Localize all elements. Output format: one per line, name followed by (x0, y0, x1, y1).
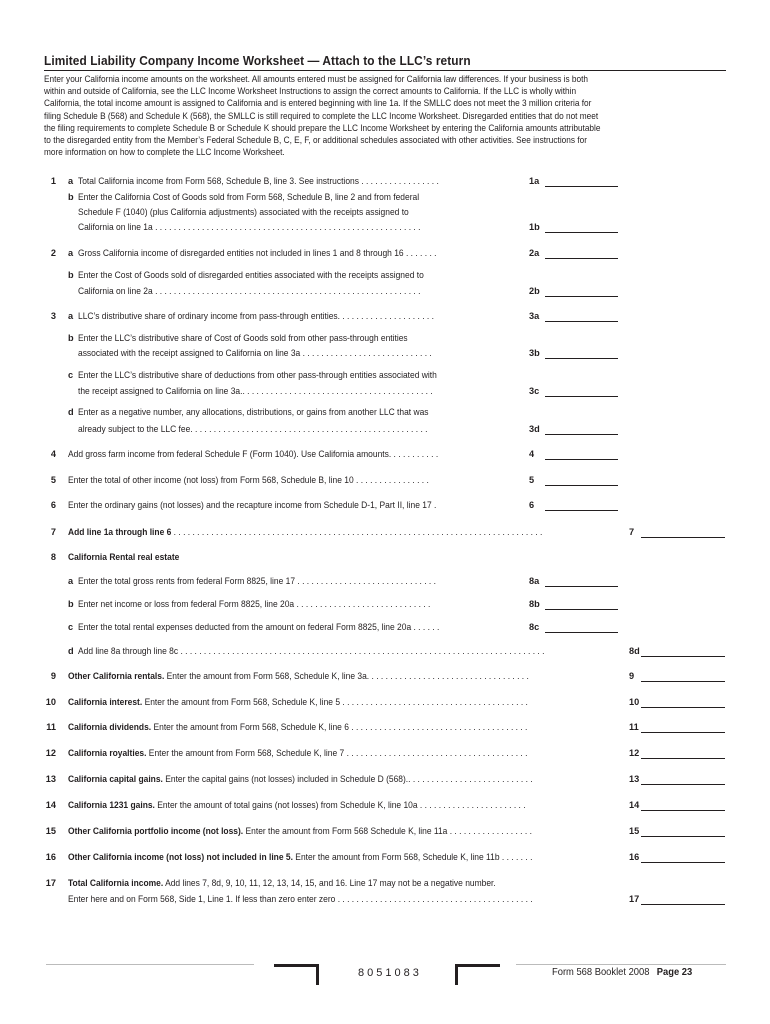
amount-label: 8a (529, 576, 540, 586)
line-number: 15 (45, 826, 56, 836)
line-text: California royalties. Enter the amount from Form 568, Schedule K, line 7 . . . . . . . . . . . . . . . . . . . . . . . . . . . . . . . . . . . . . . . (68, 748, 528, 758)
line-text: already subject to the LLC fee. . . . . . . . . . . . . . . . . . . . . . . . . . . . . . . . . . . . . . . . . . . . . . . . . . . (78, 424, 428, 434)
line-text: Gross California income of disregarded entities not included in lines 1 and 8 through 16 . . . . . . . (78, 248, 437, 258)
line-text: California on line 1a . . . . . . . . . . . . . . . . . . . . . . . . . . . . . . . . . . . . . . . . . . . . . . . . . . . . . . . . . (78, 222, 421, 232)
line-text: Enter the California Cost of Goods sold from Form 568, Schedule B, line 2 and from federal (78, 192, 420, 202)
amount-field-15[interactable] (641, 836, 725, 837)
amount-label: 14 (629, 800, 640, 810)
amount-field-16[interactable] (641, 862, 725, 863)
line-letter: b (68, 270, 74, 280)
amount-label: 1b (529, 222, 540, 232)
line-letter: d (68, 646, 74, 656)
amount-label: 8d (629, 646, 640, 656)
amount-field-13[interactable] (641, 784, 725, 785)
worksheet-title: Limited Liability Company Income Worksheet — Attach to the LLC’s return (44, 53, 471, 68)
form-name: Form 568 Booklet 2008 (552, 967, 650, 978)
amount-field-3d[interactable] (545, 434, 618, 435)
line-letter: b (68, 333, 74, 343)
amount-field-4[interactable] (545, 459, 618, 460)
line-number: 10 (45, 697, 56, 707)
amount-label: 3c (529, 386, 540, 396)
amount-field-8c[interactable] (545, 632, 618, 633)
amount-field-2a[interactable] (545, 258, 618, 259)
line-letter: a (68, 311, 74, 321)
line-number: 14 (45, 800, 56, 810)
amount-label: 12 (629, 748, 640, 758)
line-text: Other California rentals. Enter the amount from Form 568, Schedule K, line 3a. . . . . . . . . . . . . . . . . . . . . . . . . . . . . . . . . . . (68, 671, 529, 681)
amount-field-1b[interactable] (545, 232, 618, 233)
amount-label: 8b (529, 599, 540, 609)
line-letter: b (68, 599, 74, 609)
amount-field-2b[interactable] (545, 296, 618, 297)
line-heading: California Rental real estate (68, 552, 180, 562)
line-text: Add gross farm income from federal Schedule F (Form 1040). Use California amounts. . . . . . . . . . . (68, 449, 439, 459)
line-text: Enter the total gross rents from federal Form 8825, line 17 . . . . . . . . . . . . . . . . . . . . . . . . . . . . . . (78, 576, 436, 586)
page-number: Page 23 (656, 967, 693, 978)
amount-field-8a[interactable] (545, 586, 618, 587)
intro-line: California, the total income amount is assigned to California and is entered beginning with line 1a. If the SMLLC does not meet the 3 million criteria for (44, 98, 592, 109)
line-text: Other California income (not loss) not included in line 5. Enter the amount from Form 568, Schedule K, line 11b . . . . . . . (68, 852, 533, 862)
line-letter: c (68, 370, 74, 380)
footer-text (552, 967, 692, 978)
line-number: 8 (50, 552, 56, 562)
amount-field-8d[interactable] (641, 656, 725, 657)
line-letter: c (68, 622, 74, 632)
amount-field-11[interactable] (641, 732, 725, 733)
amount-label: 5 (529, 475, 535, 485)
line-number: 4 (50, 449, 56, 459)
amount-label: 1a (529, 176, 540, 186)
line-number: 1 (50, 176, 56, 186)
intro-line: the filing requirements to complete Schedule B or Schedule K should prepare the LLC Income Worksheet by entering the California amounts attributable (44, 122, 601, 133)
amount-field-6[interactable] (545, 510, 618, 511)
line-letter: a (68, 248, 74, 258)
line-text: California capital gains. Enter the capital gains (not losses) included in Schedule D (568).. . . . . . . . . . . . . . . . . . . . . . . . . . . (68, 774, 533, 784)
line-number: 12 (45, 748, 56, 758)
amount-field-14[interactable] (641, 810, 725, 811)
line-number: 6 (50, 500, 56, 510)
amount-label: 6 (529, 500, 535, 510)
amount-label: 2b (529, 286, 540, 296)
line-text: Enter the ordinary gains (not losses) and the recapture income from Schedule D-1, Part II, line 17 . (68, 500, 437, 510)
amount-label: 3b (529, 348, 540, 358)
amount-label: 4 (529, 449, 535, 459)
title-rule (44, 70, 726, 71)
amount-field-7[interactable] (641, 537, 725, 538)
line-text: Add line 1a through line 6 . . . . . . . . . . . . . . . . . . . . . . . . . . . . . . . . . . . . . . . . . . . . . . . . . . . . . . . . . . . . . . . . . . . . . . . . . . . . . . . (68, 527, 543, 537)
amount-field-3a[interactable] (545, 321, 618, 322)
footer-rule (516, 964, 726, 965)
line-text: Enter the total rental expenses deducted from the amount on federal Form 8825, line 20a . . . . . . (78, 622, 440, 632)
amount-label: 17 (629, 894, 640, 904)
amount-label: 8c (529, 622, 540, 632)
line-text: Total California income. Add lines 7, 8d, 9, 10, 11, 12, 13, 14, 15, and 16. Line 17 may not be a negative number. (68, 878, 496, 888)
line-text: California dividends. Enter the amount from Form 568, Schedule K, line 6 . . . . . . . . . . . . . . . . . . . . . . . . . . . . . . . . . . . . . . (68, 722, 528, 732)
amount-label: 2a (529, 248, 540, 258)
line-text: Enter as a negative number, any allocations, distributions, or gains from another LLC that was (78, 407, 429, 417)
amount-field-5[interactable] (545, 485, 618, 486)
line-text: Enter the total of other income (not loss) from Form 568, Schedule B, line 10 . . . . . . . . . . . . . . . . (68, 475, 429, 485)
line-text: associated with the receipt assigned to California on line 3a . . . . . . . . . . . . . . . . . . . . . . . . . . . . (78, 348, 432, 358)
line-text: California interest. Enter the amount from Form 568, Schedule K, line 5 . . . . . . . . . . . . . . . . . . . . . . . . . . . . . . . . . . . . . . . . (68, 697, 528, 707)
line-letter: a (68, 576, 74, 586)
line-number: 11 (46, 722, 56, 732)
amount-label: 16 (629, 852, 640, 862)
line-letter: b (68, 192, 74, 202)
line-number: 5 (50, 475, 56, 485)
amount-label: 15 (629, 826, 640, 836)
intro-line: more information on how to complete the LLC Income Worksheet. (44, 147, 285, 158)
intro-line: within and outside of California, see the LLC Income Worksheet Instructions to assign the correct amounts to California. If the LLC is wholly within (44, 86, 577, 97)
amount-field-12[interactable] (641, 758, 725, 759)
amount-field-3b[interactable] (545, 358, 618, 359)
line-text: Other California portfolio income (not loss). Enter the amount from Form 568 Schedule K, line 11a . . . . . . . . . . . . . . . . . . (68, 826, 532, 836)
line-text: the receipt assigned to California on line 3a.. . . . . . . . . . . . . . . . . . . . . . . . . . . . . . . . . . . . . . . . . (78, 386, 433, 396)
amount-field-9[interactable] (641, 681, 725, 682)
line-number: 3 (50, 311, 56, 321)
amount-label: 7 (629, 527, 635, 537)
amount-label: 10 (629, 697, 640, 707)
intro-paragraph (44, 73, 721, 158)
line-text: Enter the LLC’s distributive share of deductions from other pass-through entities associated with (78, 370, 437, 380)
registration-mark (455, 964, 500, 985)
intro-line: to the disregarded entity from the Member’s Federal Schedule B, C, E, F, or additional schedules associated with other activities. See instructions for (44, 135, 587, 146)
footer-rule (46, 964, 254, 965)
amount-label: 9 (629, 671, 635, 681)
line-text: Enter the LLC’s distributive share of Cost of Goods sold from other pass-through entities (78, 333, 408, 343)
registration-mark (274, 964, 319, 985)
line-number: 9 (50, 671, 56, 681)
line-text: Total California income from Form 568, Schedule B, line 3. See instructions . . . . . . . . . . . . . . . . . (78, 176, 439, 186)
amount-field-8b[interactable] (545, 609, 618, 610)
line-letter: a (68, 176, 74, 186)
amount-field-10[interactable] (641, 707, 725, 708)
line-text: Enter net income or loss from federal Form 8825, line 20a . . . . . . . . . . . . . . . . . . . . . . . . . . . . . (78, 599, 431, 609)
line-text: Add line 8a through line 8c . . . . . . . . . . . . . . . . . . . . . . . . . . . . . . . . . . . . . . . . . . . . . . . . . . . . . . . . . . . . . . . . . . . . . . . . . . . . . . (78, 646, 545, 656)
line-text: Enter here and on Form 568, Side 1, Line 1. If less than zero enter zero . . . . . . . . . . . . . . . . . . . . . . . . . . . . . . . . . . . . . . . . . . (68, 894, 533, 904)
line-letter: d (68, 407, 74, 417)
intro-line: Enter your California income amounts on the worksheet. All amounts entered must be assigned for California law differences. If your business is both (44, 74, 589, 84)
form-code: 8051083 (358, 967, 422, 979)
line-text: LLC’s distributive share of ordinary income from pass-through entities. . . . . . . . . . . . . . . . . . . . . (78, 311, 434, 321)
amount-label: 3d (529, 424, 540, 434)
line-text: California on line 2a . . . . . . . . . . . . . . . . . . . . . . . . . . . . . . . . . . . . . . . . . . . . . . . . . . . . . . . . . (78, 286, 421, 296)
amount-field-1a[interactable] (545, 186, 618, 187)
line-number: 7 (50, 527, 56, 537)
line-number: 16 (45, 852, 56, 862)
amount-field-3c[interactable] (545, 396, 618, 397)
line-text: California 1231 gains. Enter the amount of total gains (not losses) from Schedule K, line 10a . . . . . . . . . . . . . . . . . . . . . . . (68, 800, 526, 810)
amount-label: 3a (529, 311, 540, 321)
intro-line: filing Schedule B (568) and Schedule K (568), the SMLLC is still required to complete the LLC Income Worksheet. Disregarded entities that do not meet (44, 110, 599, 121)
amount-field-17[interactable] (641, 904, 725, 905)
line-text: Enter the Cost of Goods sold of disregarded entities associated with the receipts assigned to (78, 270, 424, 280)
amount-label: 11 (629, 722, 639, 732)
line-number: 2 (50, 248, 56, 258)
line-text: Schedule F (1040) (plus California adjustments) associated with the receipts assigned to (78, 207, 409, 217)
amount-label: 13 (629, 774, 640, 784)
line-number: 13 (45, 774, 56, 784)
line-number: 17 (45, 878, 56, 888)
